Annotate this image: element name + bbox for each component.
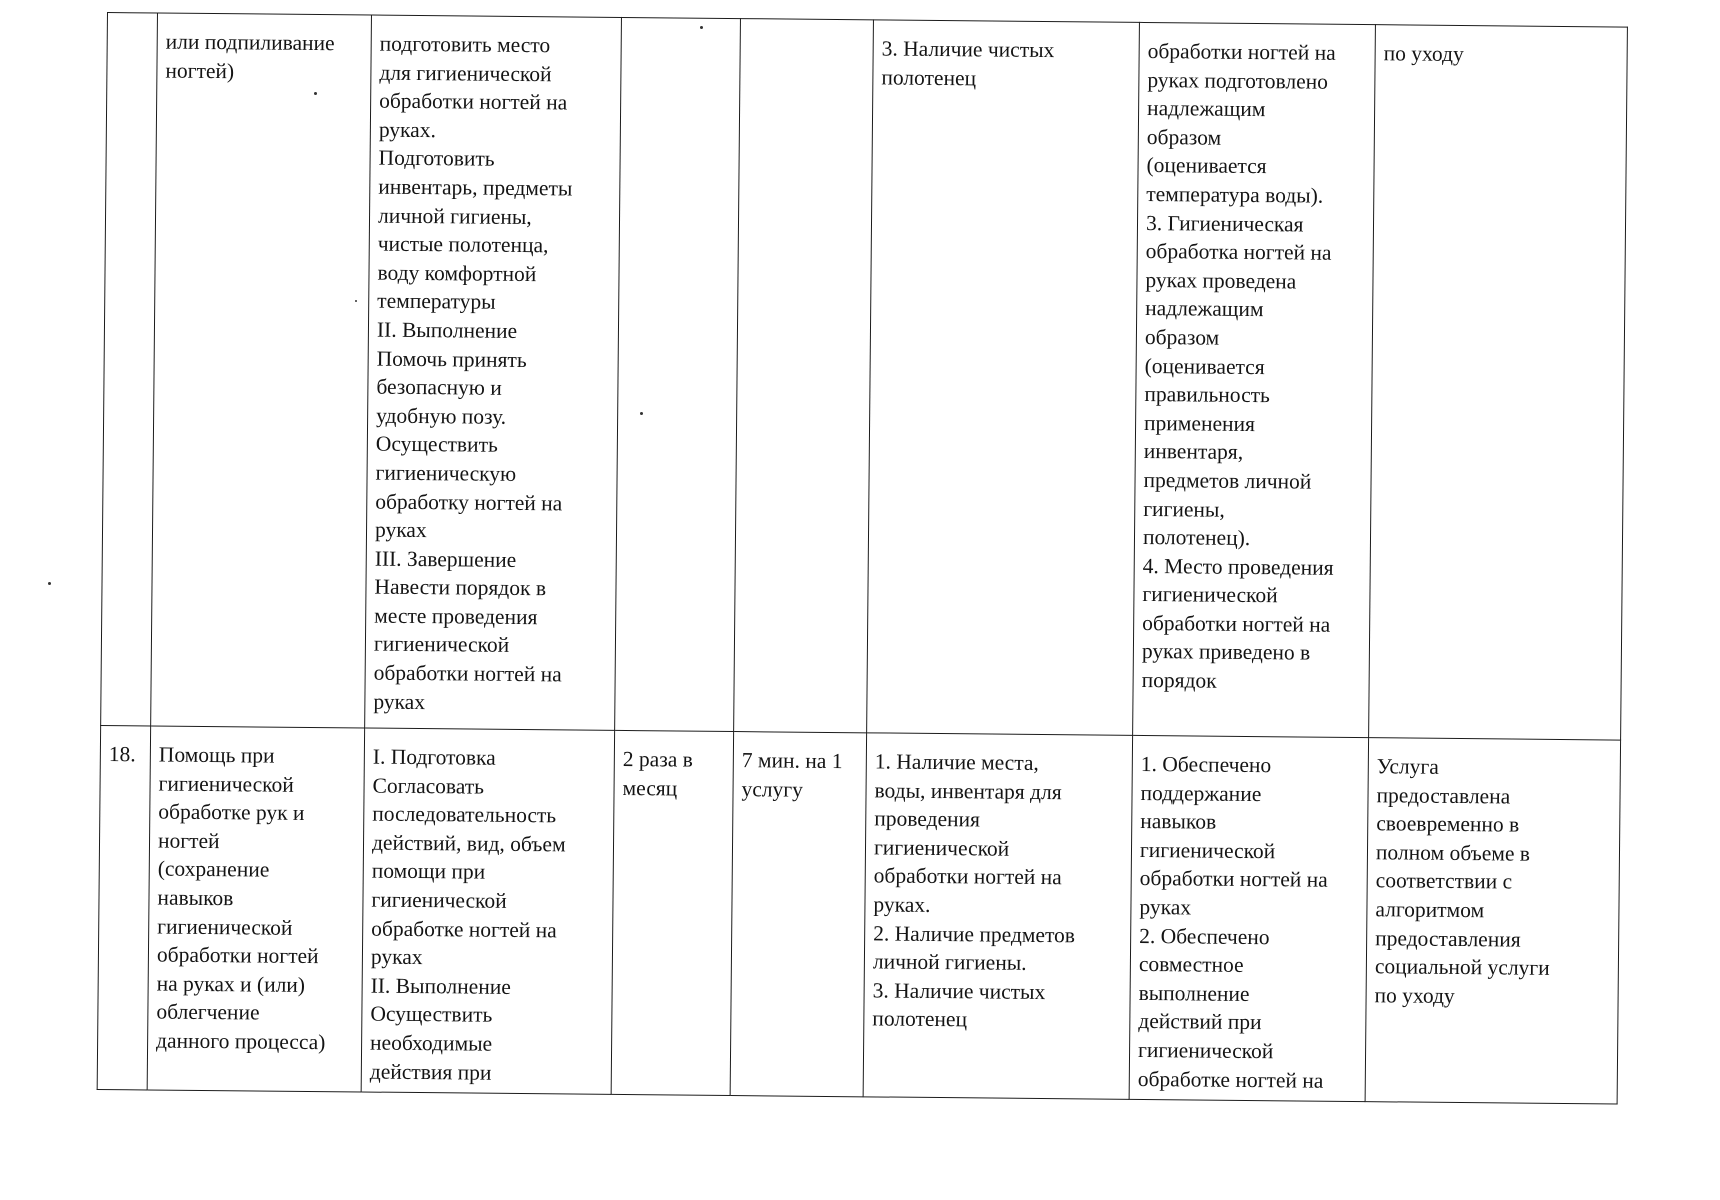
quality-indicators-cell: обработки ногтей на руках подготовлено надлежащим образом (оценивается температура воды). 3. Гигиеническая обработка ногтей на руках проведена надлежащим образом (оценивается правильность применения инвентаря, предметов личной гигиены, полотенец). 4. Место проведения гигиенической обработки ногтей на руках приведено в порядок	[1133, 22, 1376, 737]
table-row	[97, 725, 1620, 1104]
service-name-cell: или подпиливание ногтей)	[151, 13, 372, 728]
services-table	[97, 12, 1628, 1105]
evaluation-cell: Услуга предоставлена своевременно в полном объеме в соответствии с алгоритмом предоставления социальной услуги по уходу	[1365, 738, 1620, 1104]
scan-speck	[48, 582, 51, 585]
service-content-cell: подготовить место для гигиенической обработки ногтей на руках. Подготовить инвентарь, предметы личной гигиены, чистые полотенца, воду комфортной температуры II. Выполнение Помочь принять безопасную и удобную позу. Осуществить гигиеническую обработку ногтей на руках III. Завершение Навести порядок в месте проведения гигиенической обработки ногтей на руках	[365, 15, 622, 730]
scan-speck	[355, 300, 357, 302]
frequency-cell: 2 раза в месяц	[611, 730, 733, 1095]
quality-indicators-cell: 1. Обеспечено поддержание навыков гигиенической обработки ногтей на руках 2. Обеспечено совместное выполнение действий при гигиенической обработке ногтей на	[1129, 735, 1368, 1101]
scan-speck	[314, 92, 317, 95]
conditions-cell: 3. Наличие чистых полотенец	[867, 20, 1140, 736]
row-number-cell	[101, 13, 158, 726]
scan-speck	[700, 26, 703, 29]
evaluation-cell: по уходу	[1369, 25, 1628, 740]
duration-cell: 7 мин. на 1 услугу	[730, 732, 866, 1097]
row-number-cell: 18.	[97, 725, 150, 1089]
conditions-cell: 1. Наличие места, воды, инвентаря для проведения гигиенической обработки ногтей на руках. 2. Наличие предметов личной гигиены. 3. Наличие чистых полотенец	[863, 733, 1132, 1100]
scan-speck	[640, 412, 643, 415]
duration-cell	[734, 19, 874, 733]
service-name-cell: Помощь при гигиенической обработке рук и ногтей (сохранение навыков гигиенической обработки ногтей на руках и (или) облегчение данного процесса)	[147, 726, 364, 1092]
frequency-cell	[615, 17, 741, 731]
service-content-cell: I. Подготовка Согласовать последовательность действий, вид, объем помощи при гигиенической обработке ногтей на руках II. Выполнение Осуществить необходимые действия при	[361, 728, 614, 1094]
table-row	[101, 13, 1628, 741]
